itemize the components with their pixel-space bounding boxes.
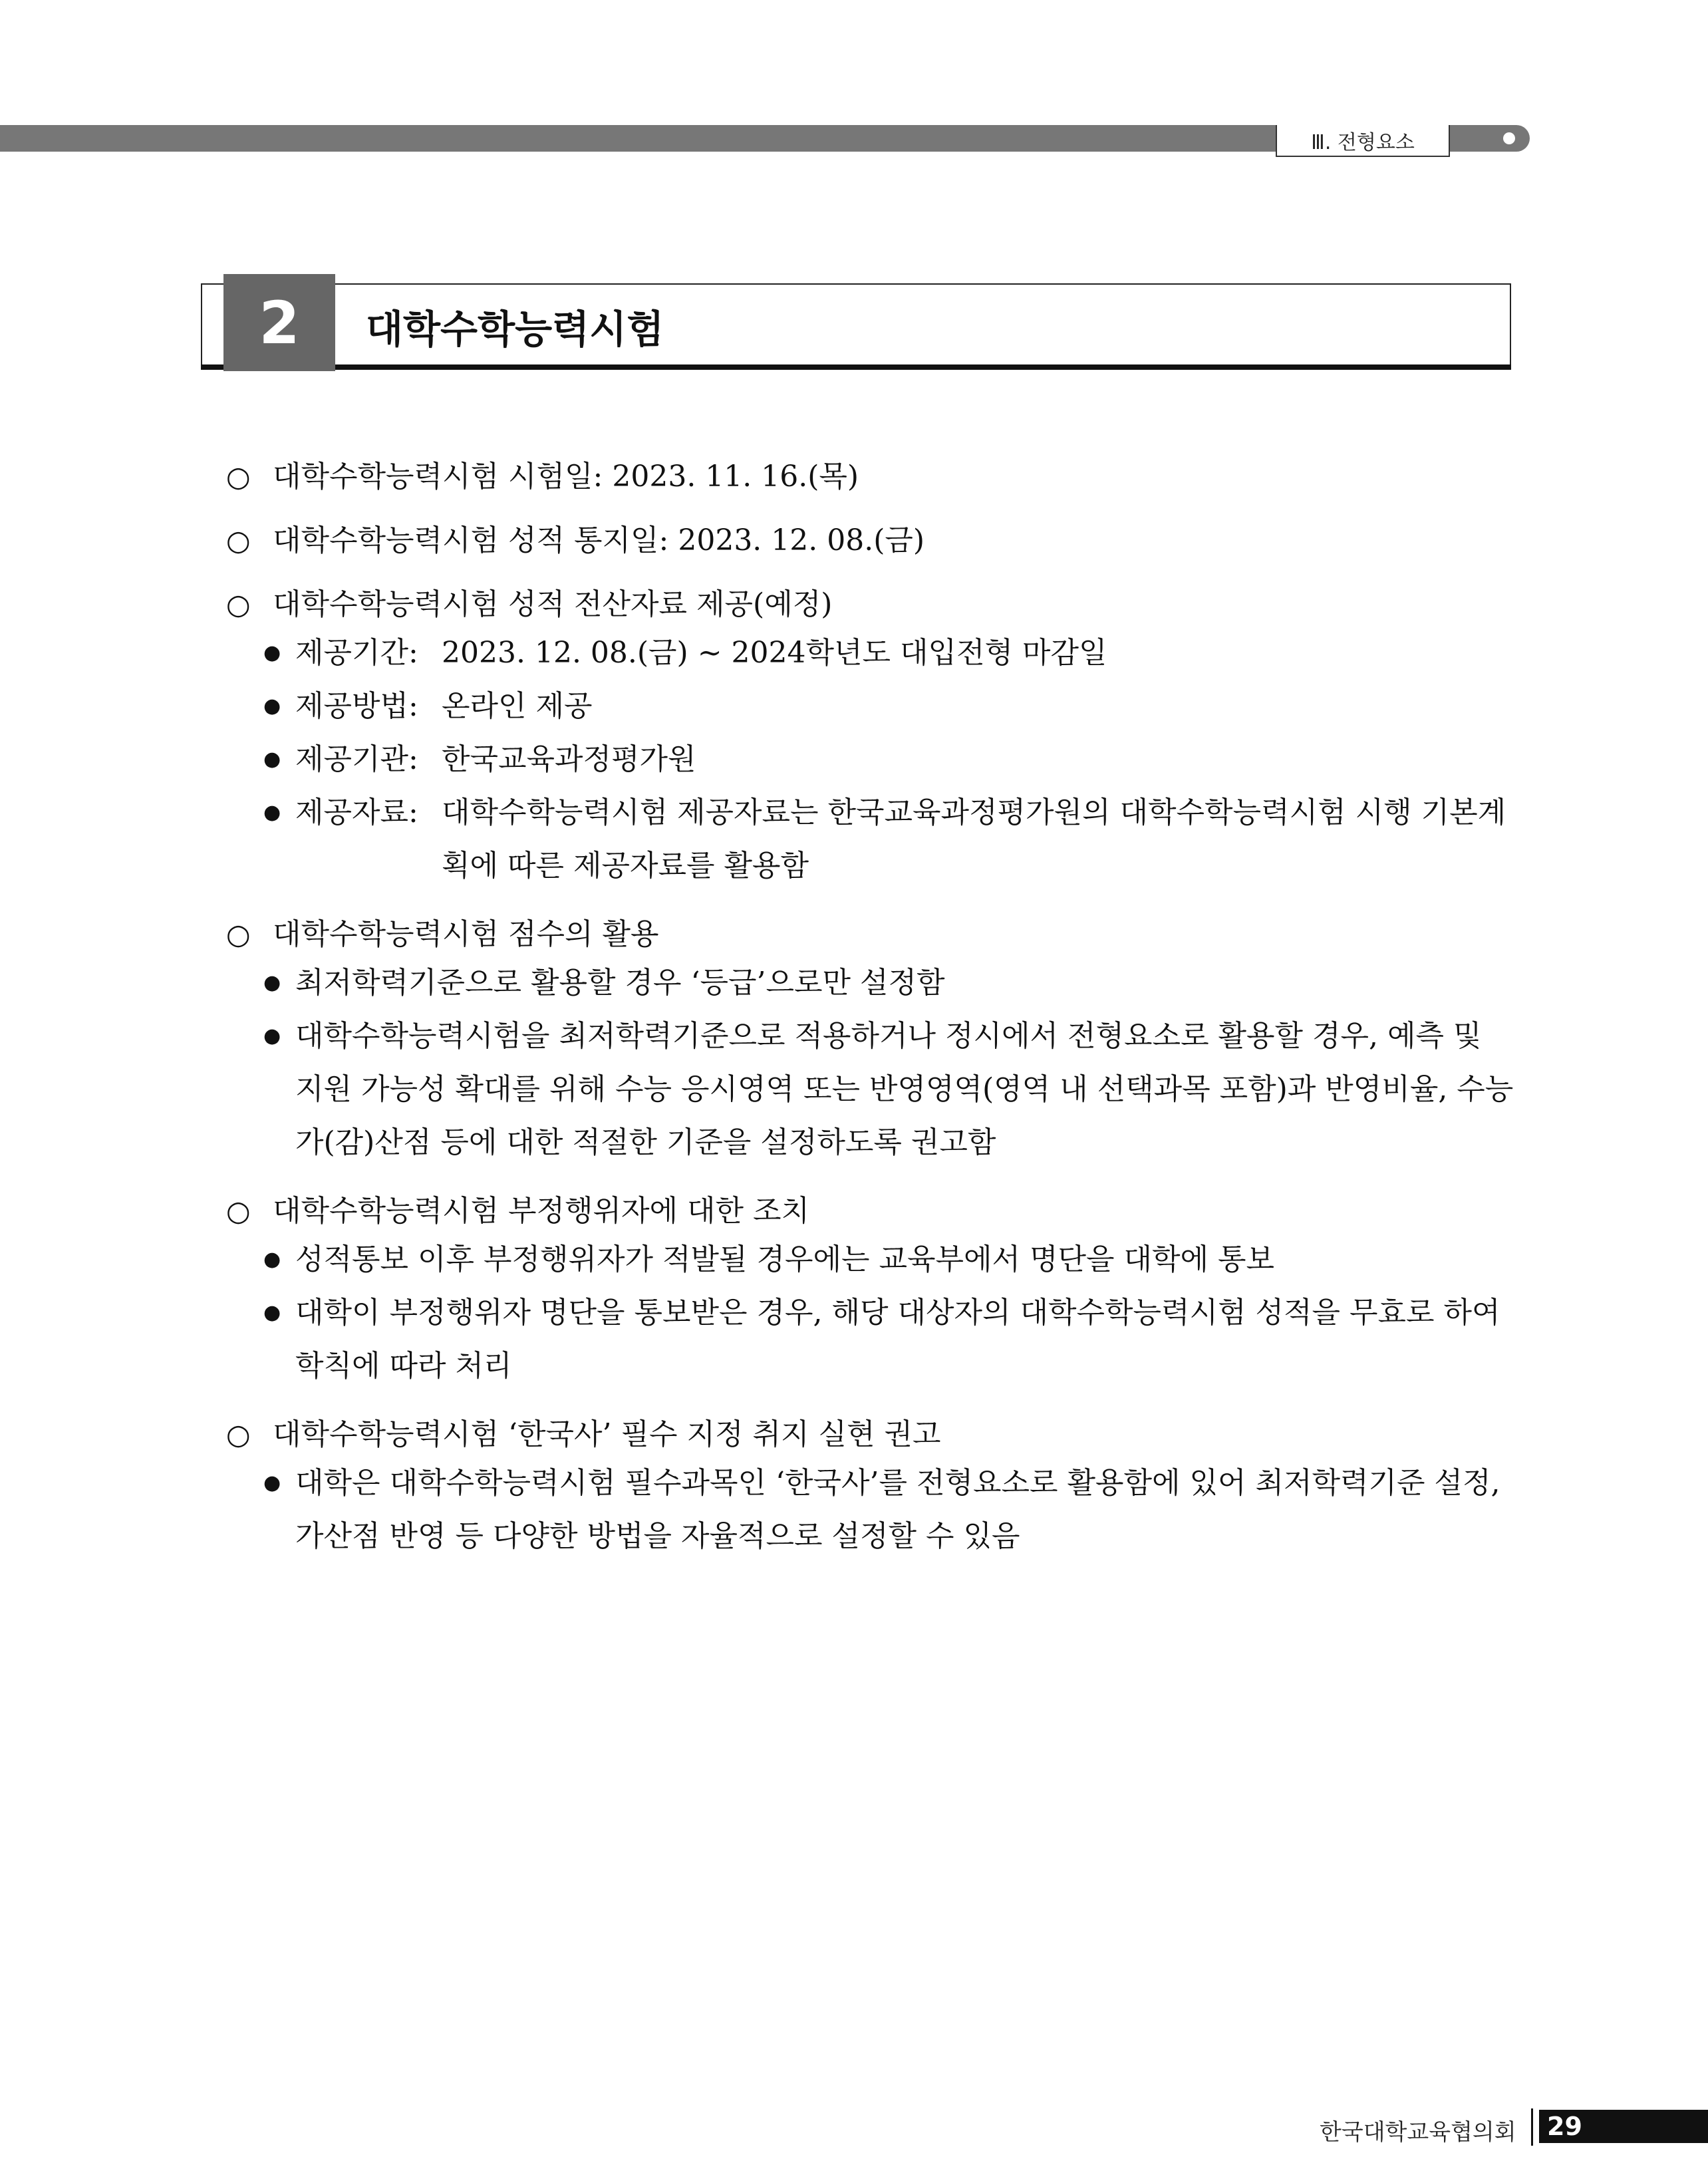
circle-bullet-icon: ○ xyxy=(226,918,251,950)
circle-bullet-icon: ○ xyxy=(226,1418,251,1451)
circle-bullet-icon: ○ xyxy=(226,1195,251,1227)
chapter-label: Ⅲ. 전형요소 xyxy=(1276,125,1450,157)
sub-item xyxy=(263,1457,1516,1563)
page-number: 29 xyxy=(1539,2110,1708,2143)
sub-item xyxy=(263,627,1516,680)
dot-bullet-icon: ● xyxy=(263,1301,281,1324)
section-title: 대학수학능력시험 xyxy=(366,307,664,352)
sub-text: 성적통보 이후 부정행위자가 적발될 경우에는 교육부에서 명단을 대학에 통보 xyxy=(295,1242,1275,1276)
item-text: 대학수학능력시험 ‘한국사’ 필수 지정 취지 실현 권고 xyxy=(273,1417,941,1451)
sub-text: 최저학력기준으로 활용할 경우 ‘등급’으로만 설정함 xyxy=(295,966,945,1000)
sub-item xyxy=(263,1286,1516,1393)
list-item xyxy=(226,1413,1516,1457)
item-text: 대학수학능력시험 부정행위자에 대한 조치 xyxy=(273,1194,810,1228)
sub-text: 대학이 부정행위자 명단을 통보받은 경우, 해당 대상자의 대학수학능력시험 성적을 무효로 하여 학칙에 따라 처리 xyxy=(295,1296,1500,1383)
list-item xyxy=(226,1189,1516,1233)
dot-bullet-icon: ● xyxy=(263,971,281,994)
sub-item xyxy=(263,1233,1516,1286)
dot-bullet-icon: ● xyxy=(263,1024,281,1048)
sub-item xyxy=(263,956,1516,1010)
dot-bullet-icon: ● xyxy=(263,748,281,771)
footer-divider xyxy=(1531,2108,1533,2146)
section-number: 2 xyxy=(223,274,335,371)
dot-bullet-icon: ● xyxy=(263,1471,281,1495)
dot-bullet-icon: ● xyxy=(263,1248,281,1271)
list-item xyxy=(226,455,1516,499)
sub-text: 대학수학능력시험을 최저학력기준으로 적용하거나 정시에서 전형요소로 활용할 경우, 예측 및 지원 가능성 확대를 위해 수능 응시영역 또는 반영영역(영역 내 선택과목 포함)과 반영비율, 수능 가(감)산점 등에 대한 적절한 기준을 설정하도록 권고함 xyxy=(295,1019,1514,1159)
content-body xyxy=(226,455,1516,1563)
circle-bullet-icon: ○ xyxy=(226,588,251,621)
item-text: 대학수학능력시험 시험일: 2023. 11. 16.(목) xyxy=(273,460,859,494)
sub-item xyxy=(263,1010,1516,1169)
sub-label: 제공방법: xyxy=(295,689,418,723)
circle-bullet-icon: ○ xyxy=(226,524,251,557)
sub-label: 제공기관: xyxy=(295,742,418,776)
section-underline xyxy=(201,364,1511,370)
item-text: 대학수학능력시험 성적 통지일: 2023. 12. 08.(금) xyxy=(273,523,925,557)
sub-label: 제공기간: xyxy=(295,636,418,670)
sub-value: 한국교육과정평가원 xyxy=(442,742,696,776)
sub-label: 제공자료: xyxy=(295,795,418,829)
list-item xyxy=(226,519,1516,563)
dot-bullet-icon: ● xyxy=(263,641,281,664)
header-bar-tail xyxy=(1450,125,1530,152)
circle-bullet-icon: ○ xyxy=(226,460,251,493)
list-item xyxy=(226,583,1516,627)
dot-bullet-icon: ● xyxy=(263,801,281,824)
item-text: 대학수학능력시험 성적 전산자료 제공(예정) xyxy=(273,587,833,621)
sub-item xyxy=(263,733,1516,786)
footer-organization: 한국대학교육협의회 xyxy=(1320,2119,1516,2146)
sub-value: 대학수학능력시험 제공자료는 한국교육과정평가원의 대학수학능력시험 시행 기본계획에 따른 제공자료를 활용함 xyxy=(442,795,1506,883)
sub-item xyxy=(263,680,1516,733)
sub-value: 2023. 12. 08.(금) ~ 2024학년도 대입전형 마감일 xyxy=(442,636,1107,670)
header-dot-icon xyxy=(1503,132,1515,144)
sub-text: 대학은 대학수학능력시험 필수과목인 ‘한국사’를 전형요소로 활용함에 있어 최저학력기준 설정, 가산점 반영 등 다양한 방법을 자율적으로 설정할 수 있음 xyxy=(295,1466,1500,1553)
header-bar xyxy=(0,125,1276,152)
sub-item xyxy=(263,786,1516,893)
list-item xyxy=(226,913,1516,956)
dot-bullet-icon: ● xyxy=(263,694,281,718)
sub-value: 온라인 제공 xyxy=(442,689,593,723)
item-text: 대학수학능력시험 점수의 활용 xyxy=(273,917,659,951)
